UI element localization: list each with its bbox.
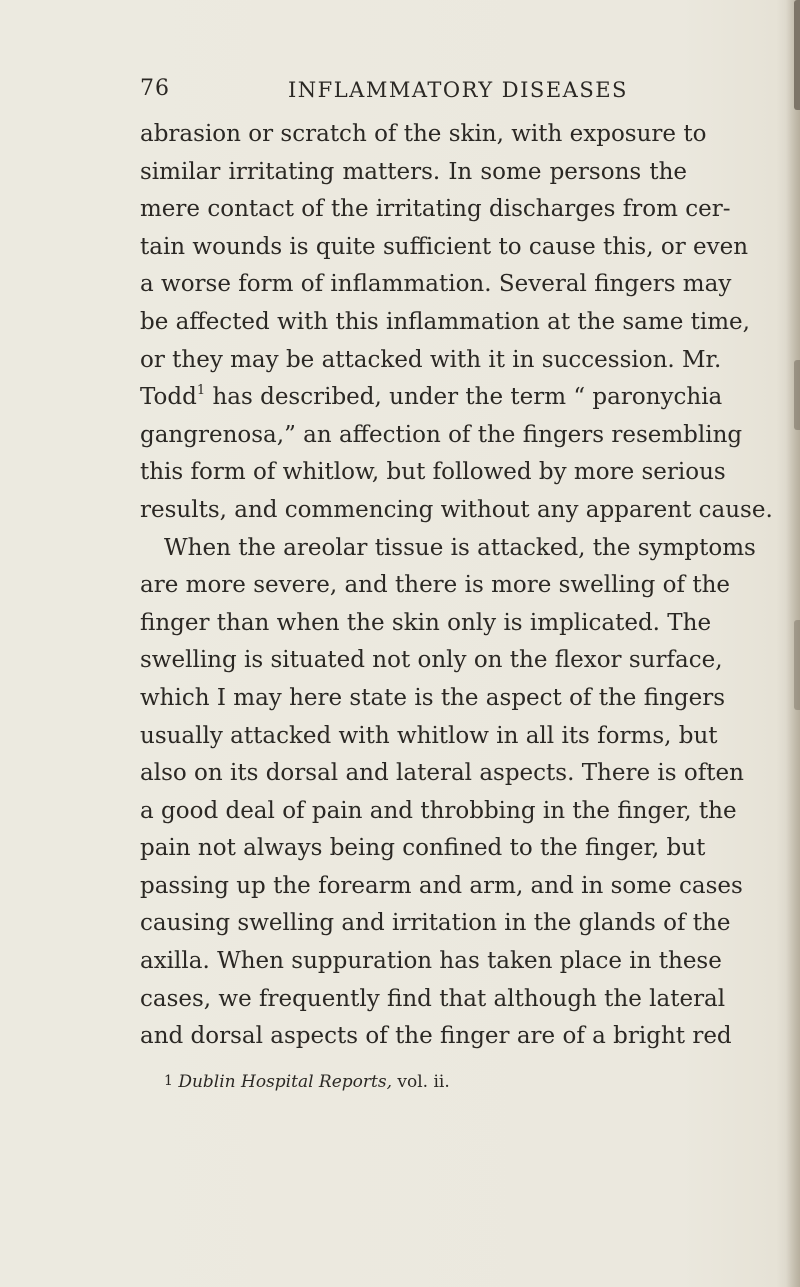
text-line: swelling is situated not only on the flexor surface, [140,647,723,674]
page-header [140,76,680,106]
text-line: passing up the forearm and arm, and in some cases [140,872,743,899]
text-line: mere contact of the irritating discharges from cer- [140,196,731,223]
footnote-marker: 1 [164,1073,173,1089]
text-segment: Todd [140,384,197,411]
page-number: 76 [140,76,170,101]
text-line: this form of whitlow, but followed by more serious [140,459,726,486]
footnote-reference: 1 [196,383,206,399]
footnote [164,1072,450,1092]
text-segment: has described, under the term “ paronychia [212,384,723,411]
footnote-volume: vol. ii. [397,1072,450,1092]
text-line: finger than when the skin only is implicated. The [140,609,712,636]
body-text [140,116,773,1056]
text-line: or they may be attacked with it in succession. Mr. [140,346,722,373]
text-line: similar irritating matters. In some persons the [140,158,687,185]
text-line: pain not always being confined to the finger, but [140,835,706,862]
text-line: which I may here state is the aspect of the fingers [140,684,726,711]
page-edge-mark [794,360,800,430]
text-line: are more severe, and there is more swelling of the [140,572,730,599]
text-line: usually attacked with whitlow in all its forms, but [140,722,718,749]
page-edge-mark [794,0,800,110]
text-line: gangrenosa,” an affection of the fingers resembling [140,421,743,448]
text-line: be affected with this inflammation at the same time, [140,308,750,335]
text-line [140,379,723,417]
footnote-title: Dublin Hospital Reports, [178,1072,392,1092]
running-head: INFLAMMATORY DISEASES [288,78,628,102]
text-line: When the areolar tissue is attacked, the symptoms [164,534,756,561]
text-line: also on its dorsal and lateral aspects. There is often [140,760,744,787]
text-line: a good deal of pain and throbbing in the finger, the [140,797,737,824]
text-line: tain wounds is quite sufficient to cause this, or even [140,233,749,260]
text-line: axilla. When suppuration has taken place in these [140,948,722,975]
text-line: abrasion or scratch of the skin, with exposure to [140,121,707,147]
text-line: and dorsal aspects of the finger are of a bright red [140,1023,732,1050]
page-edge-mark [794,620,800,710]
text-line: a worse form of inflammation. Several fingers may [140,271,732,298]
text-line: results, and commencing without any apparent cause. [140,496,773,523]
text-line: cases, we frequently find that although the lateral [140,985,726,1012]
text-line: causing swelling and irritation in the glands of the [140,910,731,937]
